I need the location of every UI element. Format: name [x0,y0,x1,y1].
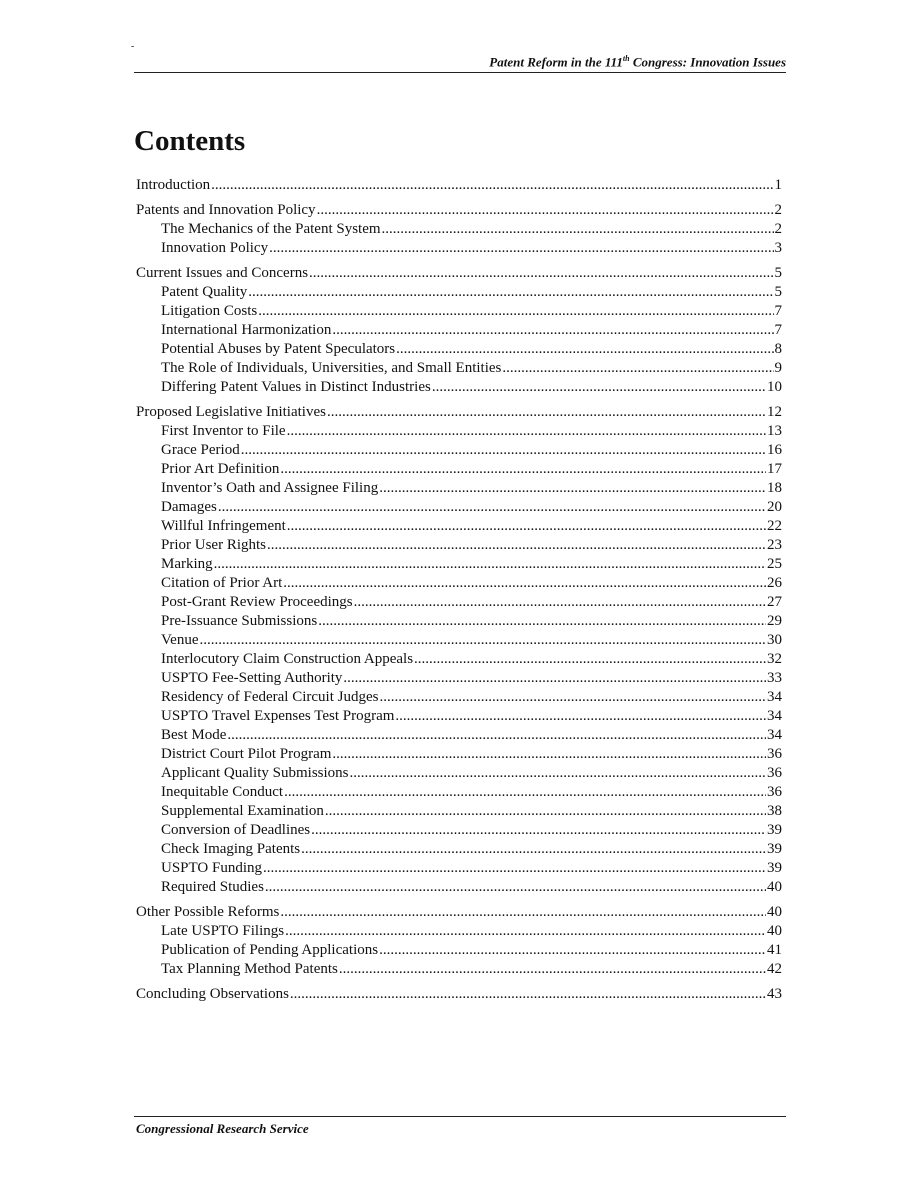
toc-entry-page: 29 [767,613,782,629]
toc-entry[interactable] [136,745,782,764]
toc-entry[interactable] [136,302,782,321]
table-of-contents [136,176,782,1004]
footer-text: Congressional Research Service [136,1121,309,1136]
toc-entry[interactable] [136,669,782,688]
toc-entry[interactable] [136,441,782,460]
header-title: Patent Reform in the 111th Congress: Innovation Issues [489,53,786,69]
toc-leader-dots [379,941,766,960]
toc-entry-page: 17 [767,461,782,477]
toc-entry-label: Proposed Legislative Initiatives [136,404,326,420]
toc-entry-label: Residency of Federal Circuit Judges [161,689,379,705]
toc-entry-page: 34 [767,689,782,705]
toc-entry-page: 40 [767,904,782,920]
toc-leader-dots [325,802,766,821]
toc-entry[interactable] [136,650,782,669]
toc-entry-label: USPTO Fee-Setting Authority [161,670,343,686]
toc-entry-page: 40 [767,879,782,895]
toc-entry[interactable] [136,264,782,283]
toc-entry-label: Inequitable Conduct [161,784,284,800]
toc-entry[interactable] [136,726,782,745]
toc-entry[interactable] [136,707,782,726]
toc-entry-page: 8 [774,341,782,357]
toc-entry-page: 33 [767,670,782,686]
toc-leader-dots [287,517,766,536]
toc-entry-label: Prior Art Definition [161,461,280,477]
page-title: Contents [134,125,246,157]
toc-entry-label: The Mechanics of the Patent System [161,221,381,237]
toc-leader-dots [211,176,773,195]
toc-entry-page: 10 [767,379,782,395]
toc-entry-page: 16 [767,442,782,458]
toc-entry-label: Prior User Rights [161,537,266,553]
toc-entry[interactable] [136,517,782,536]
toc-leader-dots [280,903,766,922]
toc-leader-dots [343,669,766,688]
toc-leader-dots [396,340,773,359]
toc-leader-dots [258,302,773,321]
toc-entry-page: 30 [767,632,782,648]
toc-leader-dots [350,764,767,783]
toc-entry-label: Pre-Issuance Submissions [161,613,318,629]
toc-leader-dots [379,688,766,707]
toc-leader-dots [283,574,766,593]
toc-entry[interactable] [136,176,782,195]
toc-entry-page: 7 [774,303,782,319]
toc-entry[interactable] [136,593,782,612]
toc-entry[interactable] [136,859,782,878]
toc-entry-page: 39 [767,841,782,857]
toc-entry[interactable] [136,941,782,960]
toc-entry-label: USPTO Travel Expenses Test Program [161,708,395,724]
toc-entry[interactable] [136,802,782,821]
toc-entry-page: 39 [767,822,782,838]
toc-entry[interactable] [136,340,782,359]
toc-entry-label: Citation of Prior Art [161,575,283,591]
toc-entry-label: Interlocutory Claim Construction Appeals [161,651,414,667]
toc-leader-dots [200,631,767,650]
toc-leader-dots [218,498,766,517]
toc-entry-label: Inventor’s Oath and Assignee Filing [161,480,379,496]
toc-entry[interactable] [136,840,782,859]
toc-entry-page: 34 [767,727,782,743]
toc-entry-label: Required Studies [161,879,264,895]
toc-entry[interactable] [136,783,782,802]
toc-entry[interactable] [136,878,782,897]
toc-leader-dots [332,745,766,764]
toc-entry[interactable] [136,903,782,922]
toc-entry-page: 42 [767,961,782,977]
toc-entry-page: 5 [774,265,782,281]
toc-entry[interactable] [136,764,782,783]
toc-leader-dots [214,555,766,574]
toc-leader-dots [311,821,766,840]
toc-entry-page: 12 [767,404,782,420]
toc-entry-label: Supplemental Examination [161,803,324,819]
toc-entry-label: District Court Pilot Program [161,746,332,762]
toc-entry[interactable] [136,220,782,239]
toc-entry[interactable] [136,403,782,422]
toc-entry-label: Grace Period [161,442,240,458]
toc-entry-label: Damages [161,499,217,515]
toc-entry-page: 34 [767,708,782,724]
toc-entry[interactable] [136,321,782,340]
toc-entry-label: Publication of Pending Applications [161,942,379,958]
toc-leader-dots [354,593,766,612]
toc-entry-label: Conversion of Deadlines [161,822,311,838]
toc-entry[interactable] [136,631,782,650]
toc-leader-dots [414,650,766,669]
toc-entry-label: Willful Infringement [161,518,286,534]
toc-entry-label: Differing Patent Values in Distinct Industries [161,379,431,395]
toc-entry-label: Venue [161,632,199,648]
toc-entry-label: Applicant Quality Submissions [161,765,349,781]
toc-entry-label: Introduction [136,177,211,193]
toc-entry[interactable] [136,422,782,441]
toc-leader-dots [317,201,774,220]
toc-leader-dots [432,378,766,397]
toc-entry[interactable] [136,960,782,979]
toc-entry-page: 20 [767,499,782,515]
toc-entry[interactable] [136,283,782,302]
toc-entry-page: 18 [767,480,782,496]
toc-leader-dots [248,283,773,302]
toc-entry-label: First Inventor to File [161,423,286,439]
toc-entry-page: 27 [767,594,782,610]
toc-entry-page: 22 [767,518,782,534]
toc-entry-label: Marking [161,556,213,572]
toc-entry[interactable] [136,378,782,397]
toc-leader-dots [379,479,766,498]
toc-entry-page: 40 [767,923,782,939]
toc-entry-label: Tax Planning Method Patents [161,961,338,977]
toc-leader-dots [284,783,766,802]
toc-entry-page: 23 [767,537,782,553]
toc-leader-dots [290,985,766,1004]
toc-entry[interactable] [136,922,782,941]
toc-entry[interactable] [136,985,782,1004]
toc-leader-dots [309,264,773,283]
toc-leader-dots [280,460,766,479]
toc-entry[interactable] [136,555,782,574]
toc-entry-label: Concluding Observations [136,986,289,1002]
toc-entry-label: The Role of Individuals, Universities, and Small Entities [161,360,502,376]
toc-entry-label: Current Issues and Concerns [136,265,309,281]
toc-leader-dots [301,840,766,859]
toc-leader-dots [502,359,773,378]
toc-entry-label: Innovation Policy [161,240,269,256]
toc-entry-label: Patents and Innovation Policy [136,202,316,218]
toc-entry-page: 25 [767,556,782,572]
toc-leader-dots [241,441,766,460]
toc-entry-label: Check Imaging Patents [161,841,301,857]
toc-entry[interactable] [136,574,782,593]
toc-entry-page: 7 [774,322,782,338]
toc-entry-page: 36 [767,765,782,781]
toc-entry-page: 2 [774,202,782,218]
toc-leader-dots [227,726,766,745]
toc-entry-page: 41 [767,942,782,958]
toc-entry-page: 32 [767,651,782,667]
running-footer [134,1116,786,1136]
toc-leader-dots [269,239,773,258]
toc-leader-dots [263,859,766,878]
running-header [134,53,786,73]
toc-entry-page: 9 [774,360,782,376]
toc-entry[interactable] [136,536,782,555]
toc-leader-dots [332,321,773,340]
toc-leader-dots [267,536,766,555]
toc-leader-dots [265,878,766,897]
toc-entry-page: 39 [767,860,782,876]
toc-entry[interactable] [136,201,782,220]
toc-entry[interactable] [136,498,782,517]
toc-entry-page: 13 [767,423,782,439]
toc-entry-page: 36 [767,784,782,800]
toc-entry-label: USPTO Funding [161,860,263,876]
toc-entry-page: 1 [774,177,782,193]
toc-entry[interactable] [136,688,782,707]
toc-entry-label: Other Possible Reforms [136,904,280,920]
toc-entry-label: Litigation Costs [161,303,258,319]
toc-entry-label: Late USPTO Filings [161,923,285,939]
toc-entry-label: International Harmonization [161,322,332,338]
toc-leader-dots [395,707,766,726]
toc-leader-dots [285,922,766,941]
corner-mark: - [131,41,135,52]
toc-entry-page: 36 [767,746,782,762]
toc-entry-label: Post-Grant Review Proceedings [161,594,353,610]
toc-entry-label: Best Mode [161,727,227,743]
toc-leader-dots [327,403,766,422]
toc-entry[interactable] [136,479,782,498]
toc-leader-dots [339,960,766,979]
toc-entry[interactable] [136,821,782,840]
toc-entry-label: Potential Abuses by Patent Speculators [161,341,396,357]
toc-entry-page: 5 [774,284,782,300]
toc-entry-page: 3 [774,240,782,256]
toc-entry-page: 2 [774,221,782,237]
toc-entry-page: 38 [767,803,782,819]
toc-entry[interactable] [136,612,782,631]
toc-leader-dots [287,422,766,441]
toc-entry[interactable] [136,460,782,479]
toc-entry[interactable] [136,359,782,378]
toc-entry-label: Patent Quality [161,284,248,300]
toc-leader-dots [318,612,766,631]
toc-leader-dots [382,220,774,239]
toc-entry[interactable] [136,239,782,258]
toc-entry-page: 26 [767,575,782,591]
toc-entry-page: 43 [767,986,782,1002]
